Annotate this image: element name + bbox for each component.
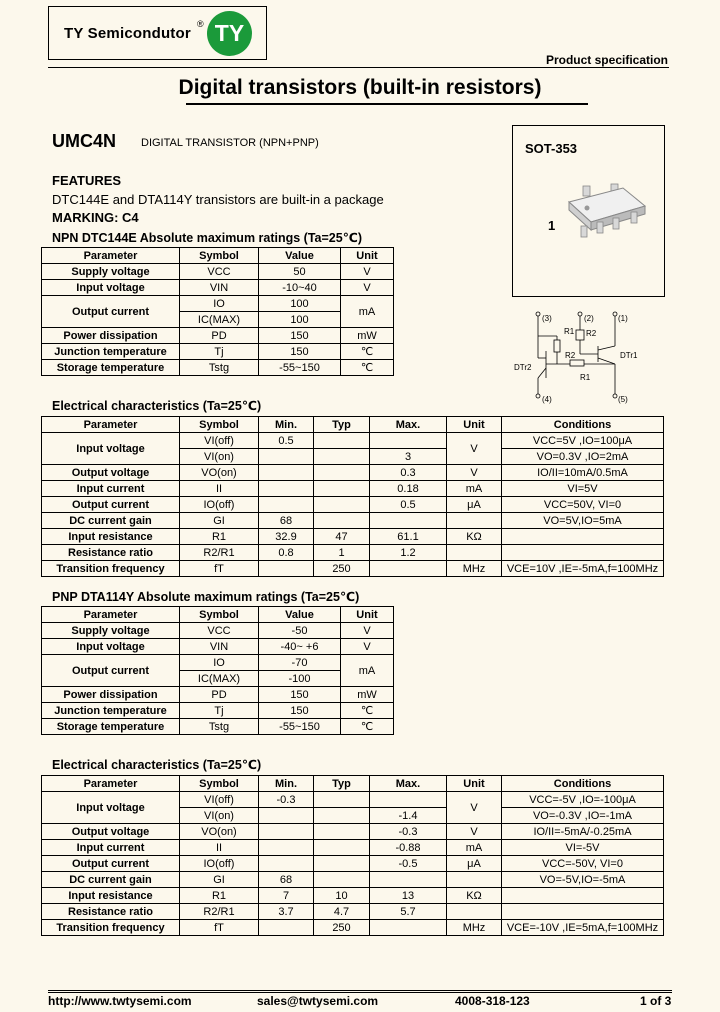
table-cell: 32.9 — [259, 529, 314, 545]
equivalent-circuit-diagram — [510, 306, 645, 406]
footer-email-link[interactable]: sales@twtysemi.com — [257, 994, 379, 1008]
table-cell: 250 — [314, 920, 370, 936]
marking-code: MARKING: C4 — [52, 210, 139, 225]
table-cell: GI — [180, 513, 259, 529]
table-cell — [314, 808, 370, 824]
table-row — [42, 920, 664, 936]
table-cell — [259, 497, 314, 513]
table-row — [42, 513, 664, 529]
table-cell: fT — [180, 920, 259, 936]
table-row — [42, 872, 664, 888]
table-cell: 0.8 — [259, 545, 314, 561]
table-cell — [259, 856, 314, 872]
table-row — [42, 296, 394, 312]
table-cell: GI — [180, 872, 259, 888]
table-cell: V — [341, 623, 394, 639]
table-cell: μA — [447, 497, 502, 513]
table-cell — [314, 433, 370, 449]
table-cell: Max. — [370, 776, 447, 792]
table-cell — [502, 888, 664, 904]
table-cell — [259, 920, 314, 936]
table-cell: MHz — [447, 920, 502, 936]
table-row — [42, 280, 394, 296]
table-cell: mA — [341, 655, 394, 687]
page-number: 1 of 3 — [640, 994, 672, 1008]
table-cell: KΩ — [447, 888, 502, 904]
table-cell: II — [180, 840, 259, 856]
table-cell: II — [180, 481, 259, 497]
page-title: Digital transistors (built-in resistors) — [178, 76, 542, 99]
table-cell: Supply voltage — [42, 623, 180, 639]
table-row — [42, 856, 664, 872]
table-cell: ℃ — [341, 703, 394, 719]
table-cell: Conditions — [502, 417, 664, 433]
table-cell: DC current gain — [42, 872, 180, 888]
doc-type: Product specification — [545, 53, 668, 67]
table-cell: Symbol — [180, 417, 259, 433]
table-cell: Input voltage — [42, 792, 180, 824]
pnp-abs-title: PNP DTA114Y Absolute maximum ratings (Ta=25℃) — [52, 590, 360, 604]
table-cell: VCE=-10V ,IE=5mA,f=100MHz — [502, 920, 664, 936]
table-cell: -50 — [259, 623, 341, 639]
table-cell — [314, 513, 370, 529]
header-divider — [48, 67, 669, 68]
table-cell: VCC=-5V ,IO=-100μA — [502, 792, 664, 808]
table-row — [42, 360, 394, 376]
part-number: UMC4N — [52, 131, 117, 151]
table-cell: VO=-5V,IO=-5mA — [502, 872, 664, 888]
table-cell: Output current — [42, 296, 180, 328]
table-cell: Input current — [42, 481, 180, 497]
table-cell: Transition frequency — [42, 561, 180, 577]
table-cell: 68 — [259, 872, 314, 888]
table-cell: Output current — [42, 655, 180, 687]
table-row — [42, 264, 394, 280]
table-cell: VIN — [180, 280, 259, 296]
table-cell: PD — [180, 328, 259, 344]
table-cell — [370, 513, 447, 529]
table-cell — [314, 465, 370, 481]
hdr-value: Value — [259, 248, 341, 264]
table-cell: R2/R1 — [180, 545, 259, 561]
npn-elec-table — [41, 416, 664, 577]
table-cell — [314, 792, 370, 808]
pin1-label: (1) — [618, 314, 628, 323]
title-underline — [186, 103, 588, 105]
table-cell: R2/R1 — [180, 904, 259, 920]
table-cell: 150 — [259, 344, 341, 360]
table-cell — [314, 856, 370, 872]
table-cell: VI(on) — [180, 808, 259, 824]
table-row — [42, 824, 664, 840]
table-cell — [447, 904, 502, 920]
table-cell: 3 — [370, 449, 447, 465]
table-cell: Storage temperature — [42, 719, 180, 735]
table-cell: Parameter — [42, 417, 180, 433]
table-cell: Conditions — [502, 776, 664, 792]
table-cell: Resistance ratio — [42, 904, 180, 920]
table-cell — [314, 481, 370, 497]
table-cell — [314, 872, 370, 888]
features-text: DTC144E and DTA114Y transistors are built-in a package — [52, 192, 384, 207]
table-cell: Tstg — [180, 719, 259, 735]
table-cell: 3.7 — [259, 904, 314, 920]
hdr-unit: Unit — [341, 248, 394, 264]
table-cell: mW — [341, 328, 394, 344]
table-cell: Min. — [259, 776, 314, 792]
pnp-elec-table — [41, 775, 664, 936]
table-cell: Typ — [314, 417, 370, 433]
table-cell: V — [447, 433, 502, 465]
table-row — [42, 888, 664, 904]
table-cell: 0.5 — [259, 433, 314, 449]
table-cell: VI(on) — [180, 449, 259, 465]
table-row — [42, 639, 394, 655]
hdr-parameter: Parameter — [42, 248, 180, 264]
table-cell — [502, 545, 664, 561]
table-cell: IO — [180, 655, 259, 671]
npn-abs-table — [41, 247, 394, 376]
hdr-symbol: Symbol — [180, 248, 259, 264]
table-cell — [447, 513, 502, 529]
footer-divider — [48, 992, 672, 993]
table-cell: Power dissipation — [42, 328, 180, 344]
table-cell — [447, 872, 502, 888]
table-cell: V — [447, 824, 502, 840]
table-cell: -10~40 — [259, 280, 341, 296]
table-cell: IO/II=10mA/0.5mA — [502, 465, 664, 481]
table-cell: 150 — [259, 687, 341, 703]
table-cell: 150 — [259, 328, 341, 344]
table-row — [42, 561, 664, 577]
table-cell: IC(MAX) — [180, 312, 259, 328]
table-cell: PD — [180, 687, 259, 703]
table-cell: mA — [447, 481, 502, 497]
r2-left-label: R2 — [565, 351, 576, 360]
dtr1-label: DTr1 — [620, 351, 638, 360]
table-cell — [502, 904, 664, 920]
pnp-abs-table — [41, 606, 394, 735]
package-pin1-label: 1 — [548, 218, 556, 233]
pnp-elec-title: Electrical characteristics (Ta=25℃) — [52, 758, 262, 772]
table-cell: VO=5V,IO=5mA — [502, 513, 664, 529]
table-row — [42, 719, 394, 735]
registered-mark: ® — [197, 19, 204, 29]
table-cell: 1.2 — [370, 545, 447, 561]
table-cell: Tj — [180, 344, 259, 360]
footer-divider-top — [48, 990, 672, 991]
table-cell: V — [341, 264, 394, 280]
table-cell — [259, 561, 314, 577]
table-cell: -0.88 — [370, 840, 447, 856]
table-cell: 13 — [370, 888, 447, 904]
table-cell: Symbol — [180, 776, 259, 792]
table-cell: 10 — [314, 888, 370, 904]
table-cell: VI(off) — [180, 433, 259, 449]
table-cell: IO/II=-5mA/-0.25mA — [502, 824, 664, 840]
table-cell: VI=5V — [502, 481, 664, 497]
table-cell: VIN — [180, 639, 259, 655]
table-cell: V — [447, 792, 502, 824]
table-cell: Junction temperature — [42, 344, 180, 360]
table-cell: Input voltage — [42, 280, 180, 296]
table-cell: ℃ — [341, 360, 394, 376]
table-cell — [259, 840, 314, 856]
table-cell: Output voltage — [42, 465, 180, 481]
pin5-label: (5) — [618, 395, 628, 404]
table-cell: Tj — [180, 703, 259, 719]
table-cell: VI(off) — [180, 792, 259, 808]
dtr2-label: DTr2 — [514, 363, 532, 372]
table-cell: -55~150 — [259, 719, 341, 735]
part-description: DIGITAL TRANSISTOR (NPN+PNP) — [141, 137, 319, 149]
table-cell: mA — [447, 840, 502, 856]
table-row — [42, 465, 664, 481]
table-cell: VCC=50V, VI=0 — [502, 497, 664, 513]
table-row — [42, 328, 394, 344]
table-cell: -40~ +6 — [259, 639, 341, 655]
table-cell: Storage temperature — [42, 360, 180, 376]
table-cell — [314, 449, 370, 465]
table-cell: VO=-0.3V ,IO=-1mA — [502, 808, 664, 824]
table-cell: ℃ — [341, 719, 394, 735]
table-cell: 150 — [259, 703, 341, 719]
table-cell: μA — [447, 856, 502, 872]
table-cell: VO(on) — [180, 824, 259, 840]
package-box — [512, 125, 665, 297]
table-row — [42, 344, 394, 360]
table-cell: ℃ — [341, 344, 394, 360]
table-row — [42, 792, 664, 808]
table-cell: Power dissipation — [42, 687, 180, 703]
table-row — [42, 481, 664, 497]
table-cell: VCC=-50V, VI=0 — [502, 856, 664, 872]
ty-logo-icon: TY — [207, 11, 252, 56]
table-cell: -0.3 — [259, 792, 314, 808]
table-cell — [314, 497, 370, 513]
table-cell — [259, 808, 314, 824]
table-row — [42, 623, 394, 639]
package-name: SOT-353 — [525, 141, 578, 156]
company-name: TY Semicondutor — [64, 25, 191, 42]
table-cell: -0.3 — [370, 824, 447, 840]
table-cell: 0.18 — [370, 481, 447, 497]
table-cell: Parameter — [42, 776, 180, 792]
table-cell: VCC=5V ,IO=100μA — [502, 433, 664, 449]
table-cell — [314, 824, 370, 840]
table-cell: VCC — [180, 623, 259, 639]
table-cell: VCE=10V ,IE=-5mA,f=100MHz — [502, 561, 664, 577]
table-cell: KΩ — [447, 529, 502, 545]
company-logo — [48, 6, 267, 60]
table-row — [42, 497, 664, 513]
table-cell: 0.3 — [370, 465, 447, 481]
table-header-row — [42, 607, 394, 623]
table-cell: VO=0.3V ,IO=2mA — [502, 449, 664, 465]
table-header-row — [42, 248, 394, 264]
table-header-row — [42, 776, 664, 792]
table-cell: Typ — [314, 776, 370, 792]
table-cell: 1 — [314, 545, 370, 561]
table-row — [42, 655, 394, 671]
table-cell: V — [447, 465, 502, 481]
table-cell: R1 — [180, 888, 259, 904]
table-cell: -70 — [259, 655, 341, 671]
r1-top-label: R1 — [564, 327, 575, 336]
pin4-label: (4) — [542, 395, 552, 404]
table-cell: Output current — [42, 856, 180, 872]
table-cell: Unit — [447, 776, 502, 792]
table-row — [42, 840, 664, 856]
table-cell — [502, 529, 664, 545]
table-header-row — [42, 417, 664, 433]
table-cell: Transition frequency — [42, 920, 180, 936]
table-cell: 61.1 — [370, 529, 447, 545]
table-row — [42, 703, 394, 719]
table-cell: mA — [341, 296, 394, 328]
table-cell: 68 — [259, 513, 314, 529]
table-cell: fT — [180, 561, 259, 577]
table-cell: 100 — [259, 296, 341, 312]
sot353-package-icon — [561, 174, 651, 249]
table-cell: Supply voltage — [42, 264, 180, 280]
features-heading: FEATURES — [52, 173, 122, 188]
pin3-label: (3) — [542, 314, 552, 323]
table-cell: 50 — [259, 264, 341, 280]
table-cell: Value — [259, 607, 341, 623]
table-cell: 47 — [314, 529, 370, 545]
table-cell — [370, 792, 447, 808]
table-cell: V — [341, 639, 394, 655]
table-cell: Input resistance — [42, 529, 180, 545]
table-cell: VO(on) — [180, 465, 259, 481]
table-cell: IC(MAX) — [180, 671, 259, 687]
table-cell: VI=-5V — [502, 840, 664, 856]
table-cell: V — [341, 280, 394, 296]
table-row — [42, 433, 664, 449]
table-cell: Junction temperature — [42, 703, 180, 719]
table-cell: 7 — [259, 888, 314, 904]
table-cell: -100 — [259, 671, 341, 687]
table-cell: 0.5 — [370, 497, 447, 513]
table-cell: -0.5 — [370, 856, 447, 872]
table-cell: Symbol — [180, 607, 259, 623]
npn-elec-title: Electrical characteristics (Ta=25℃) — [52, 399, 262, 413]
table-cell: Input resistance — [42, 888, 180, 904]
table-row — [42, 687, 394, 703]
table-cell: -55~150 — [259, 360, 341, 376]
table-cell: Output voltage — [42, 824, 180, 840]
table-cell: Parameter — [42, 607, 180, 623]
table-cell: 100 — [259, 312, 341, 328]
table-cell — [447, 545, 502, 561]
table-cell: R1 — [180, 529, 259, 545]
table-cell: VCC — [180, 264, 259, 280]
npn-abs-title: NPN DTC144E Absolute maximum ratings (Ta=25℃) — [52, 231, 363, 245]
table-cell: 250 — [314, 561, 370, 577]
table-cell: -1.4 — [370, 808, 447, 824]
table-cell — [259, 465, 314, 481]
table-row — [42, 545, 664, 561]
table-cell: Max. — [370, 417, 447, 433]
table-cell: Unit — [447, 417, 502, 433]
table-cell — [259, 824, 314, 840]
table-cell: Resistance ratio — [42, 545, 180, 561]
pin2-label: (2) — [584, 314, 594, 323]
table-cell: IO(off) — [180, 497, 259, 513]
table-cell: Min. — [259, 417, 314, 433]
table-cell: IO — [180, 296, 259, 312]
table-cell: mW — [341, 687, 394, 703]
table-cell: Tstg — [180, 360, 259, 376]
table-cell: Input current — [42, 840, 180, 856]
table-cell: 5.7 — [370, 904, 447, 920]
table-cell: IO(off) — [180, 856, 259, 872]
table-cell: Input voltage — [42, 639, 180, 655]
table-cell — [259, 449, 314, 465]
table-row — [42, 904, 664, 920]
table-cell: Input voltage — [42, 433, 180, 465]
table-cell — [370, 433, 447, 449]
footer-phone: 4008-318-123 — [455, 994, 530, 1008]
table-cell — [370, 561, 447, 577]
table-cell — [370, 920, 447, 936]
table-row — [42, 529, 664, 545]
table-cell: Unit — [341, 607, 394, 623]
footer-website-link[interactable]: http://www.twtysemi.com — [48, 994, 192, 1008]
table-cell: DC current gain — [42, 513, 180, 529]
table-cell: 4.7 — [314, 904, 370, 920]
table-cell: MHz — [447, 561, 502, 577]
table-cell — [259, 481, 314, 497]
table-cell — [314, 840, 370, 856]
r1-bottom-label: R1 — [580, 373, 591, 382]
table-cell — [370, 872, 447, 888]
table-cell: Output current — [42, 497, 180, 513]
r2-top-label: R2 — [586, 329, 597, 338]
